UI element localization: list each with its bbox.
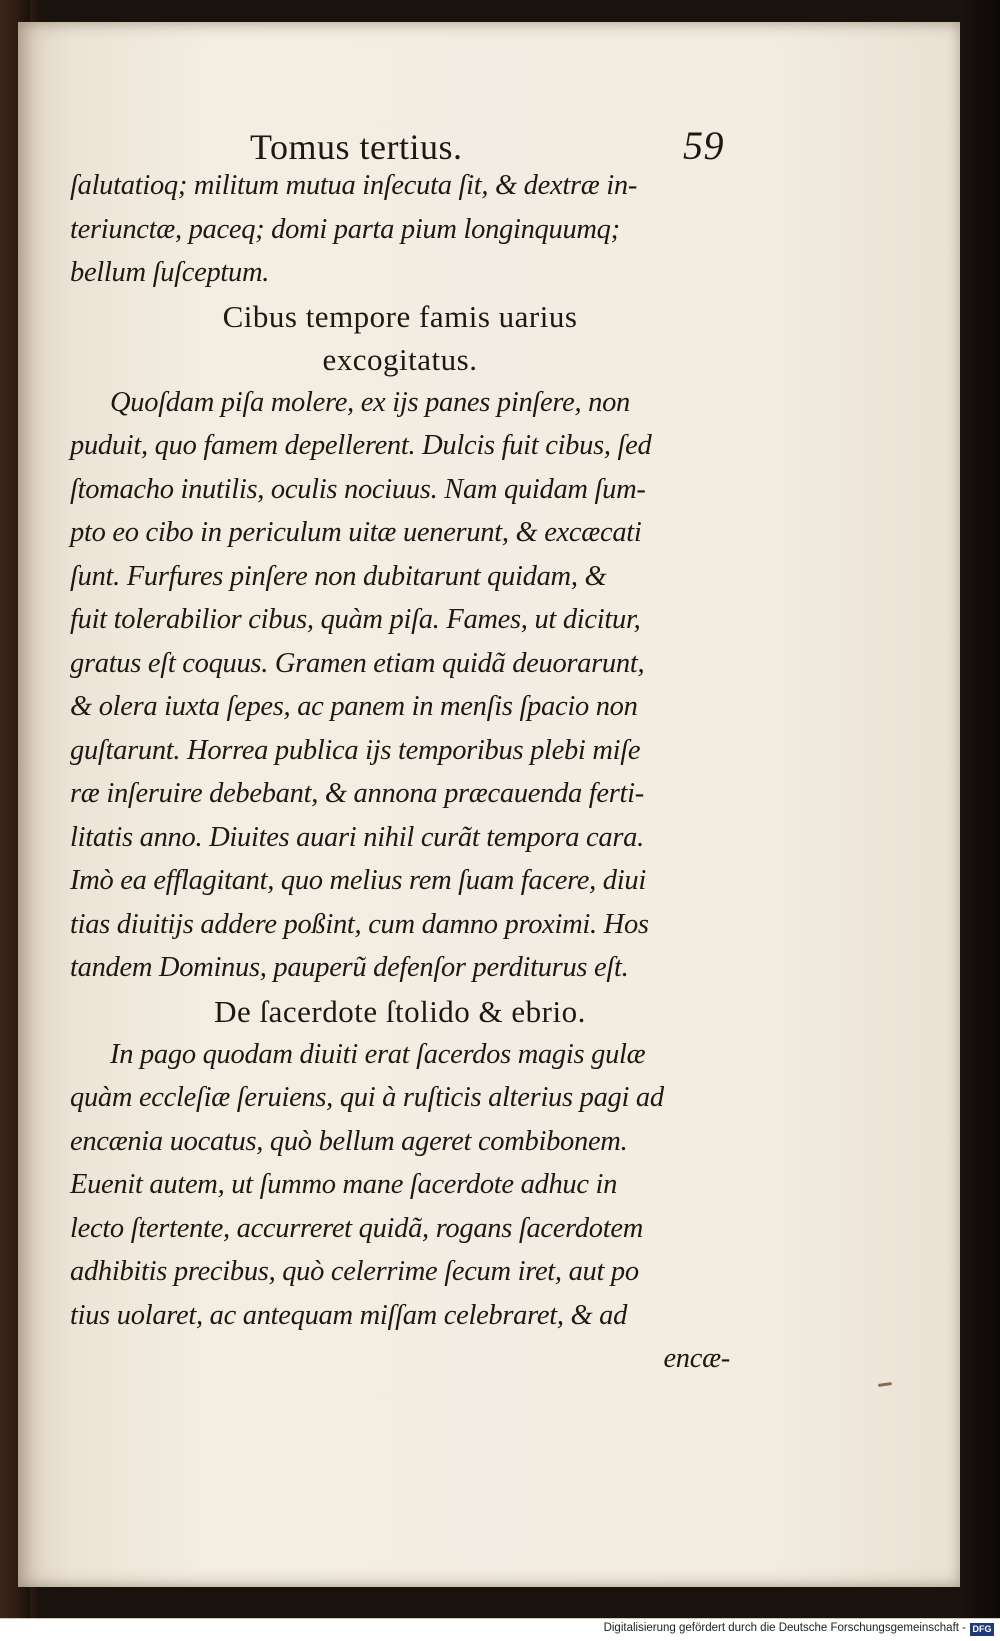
text-line: tandem Dominus, pauperũ defenſor perditurus eſt. (70, 952, 629, 983)
text-line: Quoſdam piſa molere, ex ijs panes pinſere, non (110, 386, 630, 418)
text-line: ſtomacho inutilis, oculis nociuus. Nam quidam ſum- (70, 473, 646, 505)
text-line: pto eo cibo in periculum uitæ uenerunt, & excæcati (70, 517, 642, 548)
text-line: ſunt. Furfures pinſere non dubitarunt quidam, & (70, 560, 607, 592)
book-page (18, 22, 960, 1587)
text-line: encænia uocatus, quò bellum ageret combibonem. (70, 1125, 628, 1157)
text-line: bellum ſuſceptum. (70, 257, 270, 288)
text-line: lecto ſtertente, accurreret quidã, rogans ſacerdotem (70, 1212, 643, 1244)
text-line: tias diuitijs addere poßint, cum damno proximi. Hos (70, 908, 649, 940)
text-line: Imò ea efflagitant, quo melius rem ſuam facere, diui (70, 865, 646, 896)
text-line: quàm eccleſiæ ſeruiens, qui à ruſticis alterius pagi ad (70, 1082, 664, 1113)
text-line: & olera iuxta ſepes, ac panem in menſis ſpacio non (70, 691, 638, 722)
section-heading: Cibus tempore famis uarius (222, 298, 578, 334)
text-line: teriunctæ, paceq; domi parta pium longinquumq; (70, 213, 620, 245)
dfg-logo: DFG (970, 1623, 994, 1636)
page-number: 59 (683, 123, 724, 168)
text-line: ſalutatioq; militum mutua inſecuta ſit, & dextræ in- (70, 170, 638, 201)
running-head (250, 122, 730, 168)
text-line: puduit, quo famem depellerent. Dulcis fuit cibus, ſed (70, 430, 652, 461)
running-head-title: Tomus tertius. (250, 127, 463, 167)
text-line: Euenit autem, ut ſummo mane ſacerdote adhuc in (70, 1169, 618, 1200)
text-line: ræ inſeruire debebant, & annona præcauenda ferti- (70, 778, 644, 809)
section-heading: excogitatus. (322, 341, 478, 377)
footer-credit: Digitalisierung gefördert durch die Deutsche Forschungsgemeinschaft - (603, 1622, 966, 1634)
text-line: tius uolaret, ac antequam miſſam celebraret, & ad (70, 1299, 628, 1331)
text-line: adhibitis precibus, quò celerrime ſecum iret, aut po (70, 1256, 639, 1287)
footer-bar (0, 1618, 1000, 1641)
section-heading: De ſacerdote ſtolido & ebrio. (214, 993, 586, 1029)
text-line: litatis anno. Diuites auari nihil curãt tempora cara. (70, 821, 644, 853)
page-text (70, 122, 730, 1381)
text-line: In pago quodam diuiti erat ſacerdos magis gulæ (110, 1038, 646, 1070)
text-line: fuit tolerabilior cibus, quàm piſa. Fames, ut dicitur, (70, 604, 641, 635)
text-line: guſtarunt. Horrea publica ijs temporibus plebi miſe (70, 734, 641, 766)
text-line: gratus eſt coquus. Gramen etiam quidã deuorarunt, (70, 647, 645, 679)
catchword: encæ- (663, 1343, 730, 1374)
